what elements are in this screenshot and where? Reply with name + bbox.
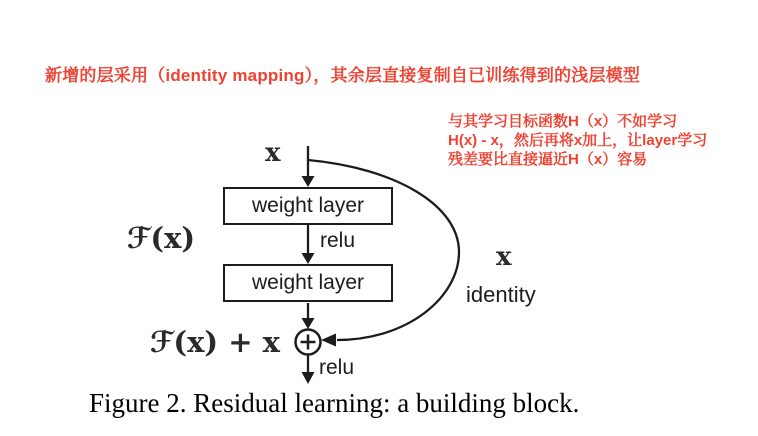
weight-layer-label-2: weight layer [251,271,365,294]
skip-x-label: x [496,242,512,272]
output-arrowhead-icon [302,372,315,384]
output-sum-label: ℱ(x) + x [150,325,280,359]
annotation-top-note: 新增的层采用（identity mapping），其余层直接复制自已训练得到的浅层模型 [45,66,641,85]
mid-arrowhead-icon [302,253,315,264]
weight-layer-box-1 [223,187,393,225]
weight-layer-box-2 [223,264,393,302]
annotation-right-note-line-1: 与其学习目标函数H（x）不如学习 [448,113,678,130]
input-x-label: x [265,138,281,168]
relu-out-label: relu [319,356,355,379]
input-arrowhead-icon [302,176,315,187]
weight-layer-label-1: weight layer [251,194,365,217]
pre-sum-arrowhead-icon [302,318,315,329]
annotation-right-note-line-3: 残差要比直接逼近H（x）容易 [448,151,648,168]
relu-mid-label: relu [320,229,356,252]
skip-arrowhead-icon [321,334,336,347]
figure-caption: Figure 2. Residual learning: a building block. [89,388,580,418]
residual-function-label: ℱ(x) [127,221,196,255]
annotation-right-note-line-2: H(x) - x，然后再将x加上，让layer学习 [448,132,708,149]
identity-label: identity [466,282,536,307]
